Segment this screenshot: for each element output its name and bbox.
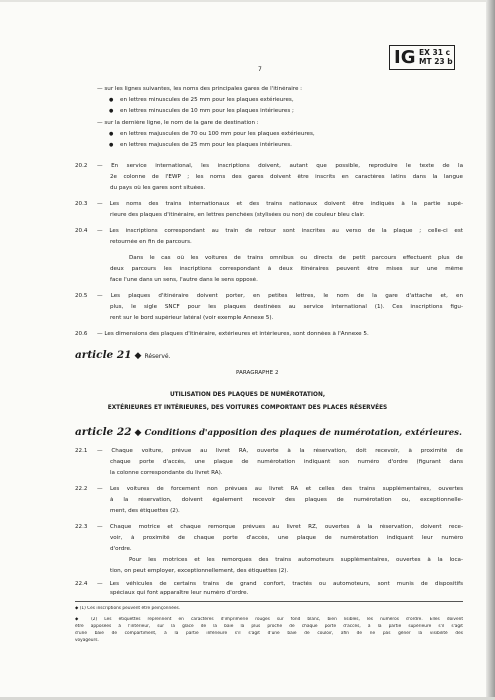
section-title: EXTÉRIEURES ET INTÉRIEURES, DES VOITURES COMPORTANT DES PLACES RÉSERVÉES (107, 405, 388, 411)
article-22-heading (75, 426, 462, 439)
list-bullet: ● en lettres majuscules de 25 mm pour les plaques intérieures. (120, 142, 440, 149)
paragraph-line: — Les véhicules de certains trains de grand confort, tractés ou automoteurs, sont munis de dispositifs (97, 581, 463, 587)
paragraph-line: spéciaux qui font apparaître leur numéro d'ordre. (110, 590, 249, 596)
diamond-icon: ◆ (134, 351, 142, 361)
paragraph-number: 20.4 (75, 228, 88, 234)
paragraph-label: PARAGRAPHE 2 (236, 370, 279, 376)
footnote-2-line: d'une baie de compartiment, à la partie inférieure s'il s'agit d'une baie de couloir, afin de ne pas gêner la visibilité des (75, 631, 463, 636)
article-21-heading (75, 349, 170, 363)
list-bullet: ● en lettres minuscules de 10 mm pour les plaques intérieures ; (120, 108, 440, 115)
footnote-2-line: être apposées à l'intérieur, sur la glace de la baie la plus proche de chaque porte d'accès, à la partie supérieure s'il s'agit (75, 624, 463, 629)
article-label: article 22 (75, 426, 132, 438)
paragraph-line: deux parcours les inscriptions correspondant à deux itinéraires peuvent être mises sur une même (110, 266, 463, 272)
paragraph-line: rieure des plaques d'itinéraire, en lettres penchées (stylisées ou non) de couleur bleu clair. (110, 212, 365, 218)
list-bullet: ● en lettres majuscules de 70 ou 100 mm pour les plaques extérieures, (120, 131, 440, 138)
reference-box (389, 45, 455, 70)
diamond-icon: ◆ (134, 428, 142, 438)
paragraph-line: tion, on peut employer, exceptionnellement, des étiquettes (2). (110, 568, 289, 574)
scan-right-edge (486, 0, 495, 700)
paragraph-line: d'ordre. (110, 546, 132, 552)
paragraph-number: 22.1 (75, 448, 88, 454)
paragraph-line: plus, le sigle SNCF pour les plaques destinées au service international (1). Ces inscriptions figu- (110, 304, 463, 310)
paragraph-line: 2e colonne de l'EWP ; les noms des gares doivent être inscrits en caractères latins dans la langue (110, 174, 463, 180)
paragraph-number: 20.2 (75, 163, 88, 169)
paragraph-number: 22.2 (75, 486, 88, 492)
paragraph-number: 22.4 (75, 581, 88, 587)
reference-line-1: EX 31 c (419, 48, 451, 57)
paragraph-number: 20.6 (75, 331, 88, 337)
article-title: Conditions d'apposition des plaques de numérotation, extérieures. (144, 428, 462, 438)
paragraph-line: rent sur le bord supérieur latéral (voir exemple Annexe 5). (110, 315, 274, 321)
footnote-divider (75, 601, 463, 602)
paragraph-line: voir, à proximité de chaque porte d'accès, une plaque de numérotation indiquant leur numéro (110, 535, 463, 541)
list-line: — sur la dernière ligne, le nom de la gare de destination : (97, 120, 259, 126)
paragraph-line: chaque porte d'accès, une plaque de numérotation indiquant son numéro d'ordre (figurant dans (110, 459, 463, 465)
article-label: article 21 (75, 349, 132, 361)
paragraph-line: face l'une dans un sens, l'autre dans le sens opposé. (110, 277, 258, 283)
paragraph-line: — Chaque voiture, prévue au livret RA, ouverte à la réservation, doit recevoir, à proximité de (97, 448, 463, 454)
scan-top-edge (0, 0, 495, 2)
paragraph-line: — Les plaques d'itinéraire doivent porter, en petites lettres, le nom de la gare d'attache et, en (97, 293, 463, 299)
paragraph-line: à la réservation, doivent également recevoir des plaques de numérotation ou, exceptionnelle- (110, 497, 463, 503)
paragraph-line: Pour les motrices et les remorques des trains automoteurs supplémentaires, ouvertes à la loca- (129, 557, 463, 563)
paragraph-line: du pays où les gares sont situées. (110, 185, 206, 191)
list-bullet: ● en lettres minuscules de 25 mm pour les plaques extérieures, (120, 97, 440, 104)
paragraph-number: 22.3 (75, 524, 88, 530)
paragraph-line: — Les voitures de forcement non prévues au livret RA et celles des trains supplémentaires, ouvertes (97, 486, 463, 492)
paragraph-line: — Les dimensions des plaques d'itinéraire, extérieures et intérieures, sont données à l'Annexe 5. (97, 331, 369, 337)
footnote-1: ◆ (1) Ces inscriptions peuvent être peinçonnées. (75, 606, 181, 611)
paragraph-line: — Chaque motrice et chaque remorque prévues au livret RZ, ouvertes à la réservation, doivent rece- (97, 524, 463, 530)
section-title: UTILISATION DES PLAQUES DE NUMÉROTATION, (169, 392, 326, 398)
page-number: 7 (258, 66, 262, 73)
paragraph-line: retournée en fin de parcours. (110, 239, 192, 245)
paragraph-line: Dans le cas où les voitures de trains omnibus ou directs de petit parcours effectuent plus de (129, 255, 463, 261)
paragraph-number: 20.3 (75, 201, 88, 207)
article-text: Réservé. (144, 353, 171, 360)
paragraph-line: — En service international, les inscriptions doivent, autant que possible, reproduire le texte de la (97, 163, 463, 169)
paragraph-line: ment, des étiquettes (2). (110, 508, 180, 514)
paragraph-line: la colonne correspondante du livret RA). (110, 470, 223, 476)
footnote-2-line: ◆ (2) Les étiquettes reprennent en caractères d'imprimerie rouges sur fond blanc, bien lisibles, les numéros d'ordre. Elles doivent (75, 617, 463, 622)
paragraph-line: — Les noms des trains internationaux et des trains nationaux doivent être indiqués à la partie supé- (97, 201, 463, 207)
reference-code: IG (394, 47, 416, 68)
paragraph-line: — Les inscriptions correspondant au train de retour sont inscrites au verso de la plaque ; celle-ci est (97, 228, 463, 234)
paragraph-number: 20.5 (75, 293, 88, 299)
list-line: — sur les lignes suivantes, les noms des principales gares de l'itinéraire : (97, 86, 303, 92)
reference-line-2: MT 23 b (419, 57, 453, 66)
footnote-2-line: voyageurs. (75, 638, 99, 643)
